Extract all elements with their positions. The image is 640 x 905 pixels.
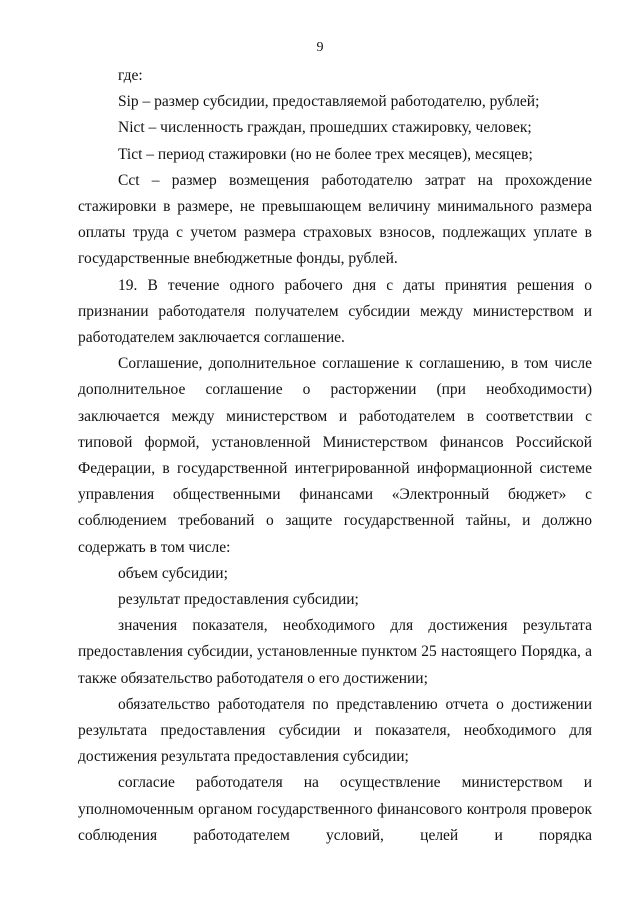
paragraph-item-19: 19. В течение одного рабочего дня с даты принятия решения о признании работодателя получателем субсидии между министерством и работодателем заключается соглашение.	[78, 276, 592, 347]
paragraph-cct-definition: Cct – размер возмещения работодателю затрат на прохождение стажировки в размере, не превышающем величину минимального размера оплаты труда с учетом размера страховых взносов, подлежащих уплате в государственные внебюджетные фонды, рублей.	[78, 171, 592, 268]
list-item-indicator-values: значения показателя, необходимого для достижения результата предоставления субсидии, установленные пунктом 25 настоящего Порядка, а также обязательство работодателя о его достижении;	[78, 617, 592, 687]
paragraph-tict-definition: Tict – период стажировки (но не более трех месяцев), месяцев;	[118, 145, 533, 163]
list-item-inspection-consent: согласие работодателя на осуществление министерством и уполномоченным органом государственного финансового контроля проверок соблюдения работодателем условий, целей и порядка	[78, 774, 592, 844]
list-item-subsidy-amount: объем субсидии;	[118, 564, 228, 582]
list-item-report-obligation: обязательство работодателя по представлению отчета о достижении результата предоставления субсидии и показателя, необходимого для достижения результата предоставления субсидии;	[78, 695, 592, 766]
paragraph-nict-definition: Nict – численность граждан, прошедших стажировку, человек;	[118, 119, 532, 137]
paragraph-where: где:	[118, 67, 143, 84]
page-number: 9	[316, 40, 324, 55]
paragraph-agreement: Соглашение, дополнительное соглашение к соглашению, в том числе дополнительное соглашение о расторжении (при необходимости) заключается между министерством и работодателем в соответствии с типовой формой, установленной Министерством финансов Российской Федерации, в государственной интегрированной информационной системе управления общественными финансами «Электронный бюджет» с соблюдением требований о защите государственной тайны, и должно содержать в том числе:	[78, 355, 592, 556]
paragraph-sip-definition: Sip – размер субсидии, предоставляемой работодателю, рублей;	[118, 93, 540, 111]
document-body	[78, 63, 592, 849]
list-item-subsidy-result: результат предоставления субсидии;	[118, 591, 359, 609]
